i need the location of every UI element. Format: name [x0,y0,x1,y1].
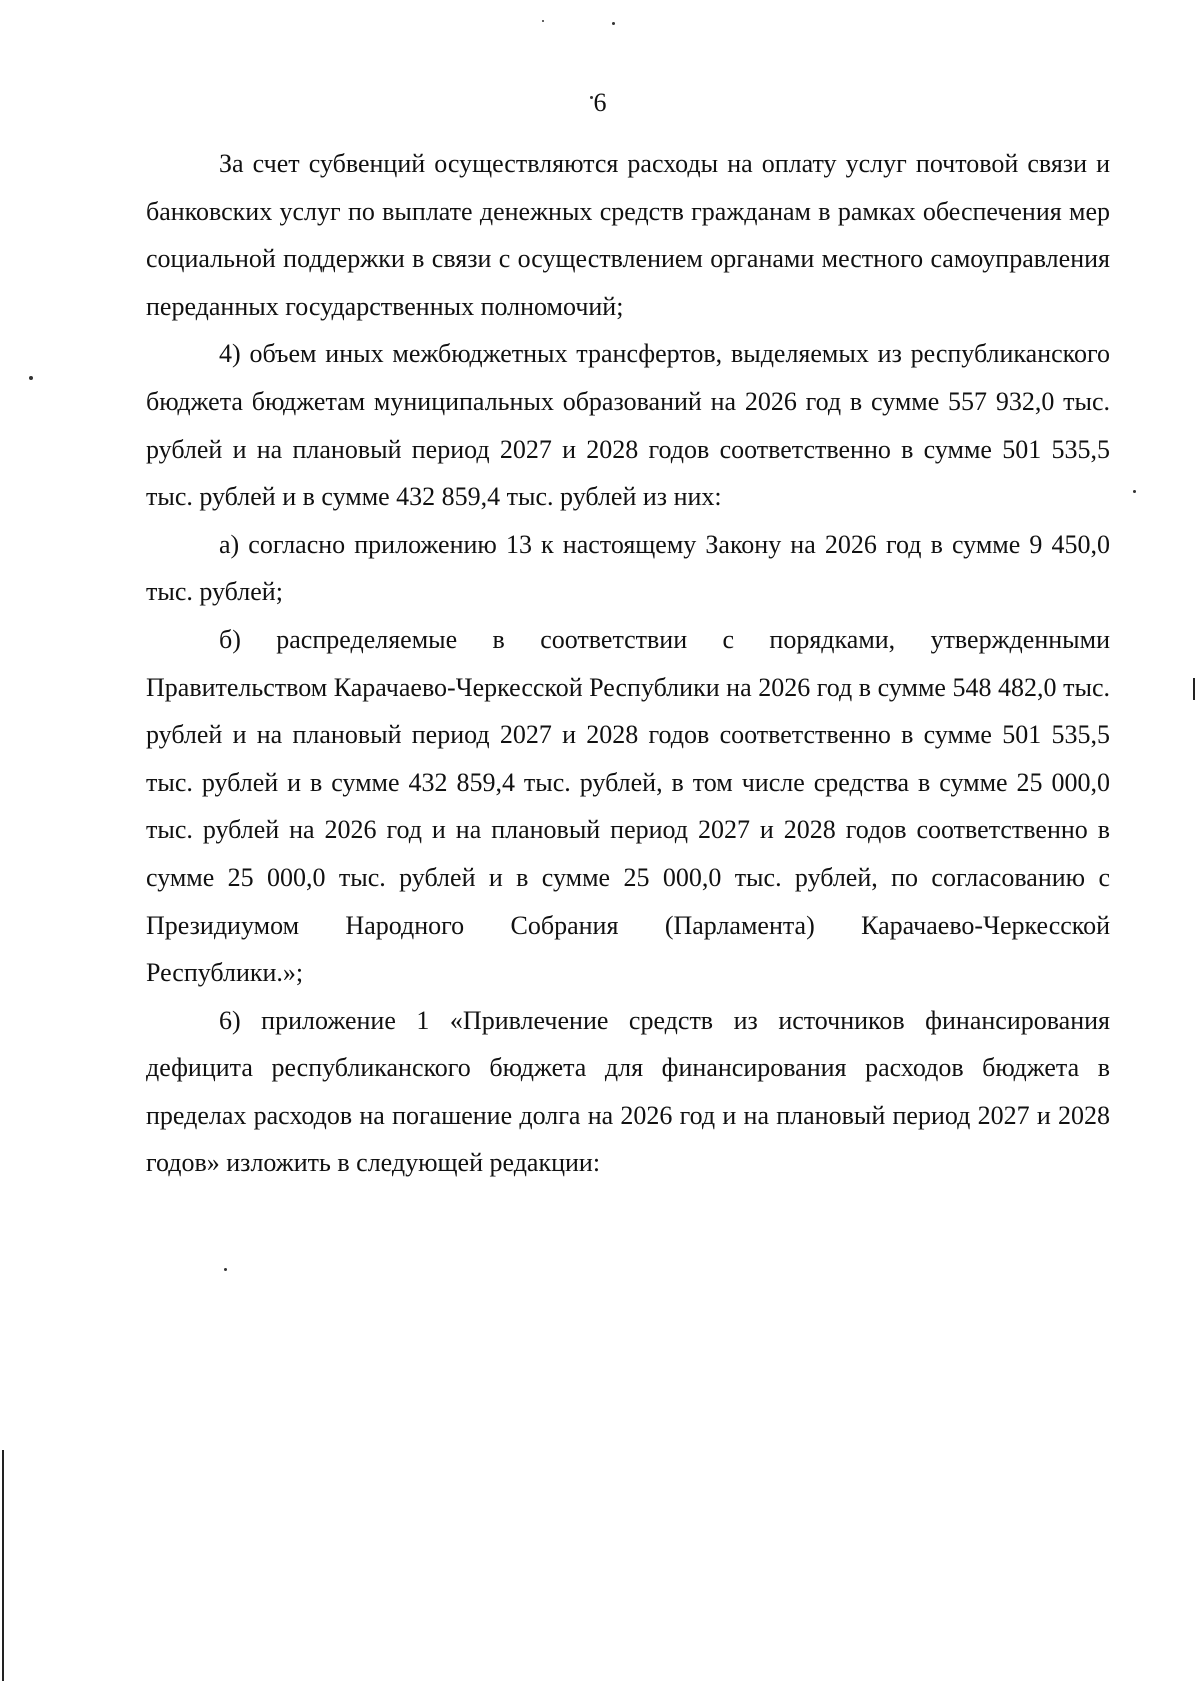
scan-speck [29,376,33,380]
scan-speck [1133,490,1136,493]
scan-speck [590,96,593,99]
paragraph-item-a: а) согласно приложению 13 к настоящему Закону на 2026 год в сумме 9 450,0 тыс. рублей; [146,529,1110,607]
paragraph-subventions: За счет субвенций осуществляются расходы на оплату услуг почтовой связи и банковских услуг по выплате денежных средств гражданам в рамках обеспечения мер социальной поддержки в связи с осуществлением органами местного самоуправления переданных государственных полномочий; [146,149,1110,321]
paragraph-item-b: б) распределяемые в соответствии с порядками, утвержденными Правительством Карачаево-Черкесской Республики на 2026 год в сумме 548 482,0 тыс. рублей и на плановый период 2027 и 2028 годов соответственно в сумме 501 535,5 тыс. рублей и в сумме 432 859,4 тыс. рублей, в том числе средства в сумме 25 000,0 тыс. рублей на 2026 год и на плановый период 2027 и 2028 годов соответственно в сумме 25 000,0 тыс. рублей и в сумме 25 000,0 тыс. рублей, по согласованию с Президиумом Народного Собрания (Парламента) Карачаево-Черкесской Республики.»; [146,624,1110,988]
paragraph-item-4: 4) объем иных межбюджетных трансфертов, выделяемых из республиканского бюджета бюджетам муниципальных образований на 2026 год в сумме 557 932,0 тыс. рублей и на плановый период 2027 и 2028 годов соответственно в сумме 501 535,5 тыс. рублей и в сумме 432 859,4 тыс. рублей из них: [146,339,1110,512]
scan-edge-mark [1193,678,1195,700]
scan-speck [612,22,615,25]
scan-speck [224,1268,227,1271]
page-number: 6 [593,88,607,117]
scan-speck [542,20,544,22]
paragraph-item-6: 6) приложение 1 «Привлечение средств из источников финансирования дефицита республиканского бюджета для финансирования расходов бюджета в пределах расходов на погашение долга на 2026 год и на плановый период 2027 и 2028 годов» изложить в следующей редакции: [146,1005,1110,1178]
document-body [146,140,1110,1187]
scan-edge-line [2,1450,4,1681]
